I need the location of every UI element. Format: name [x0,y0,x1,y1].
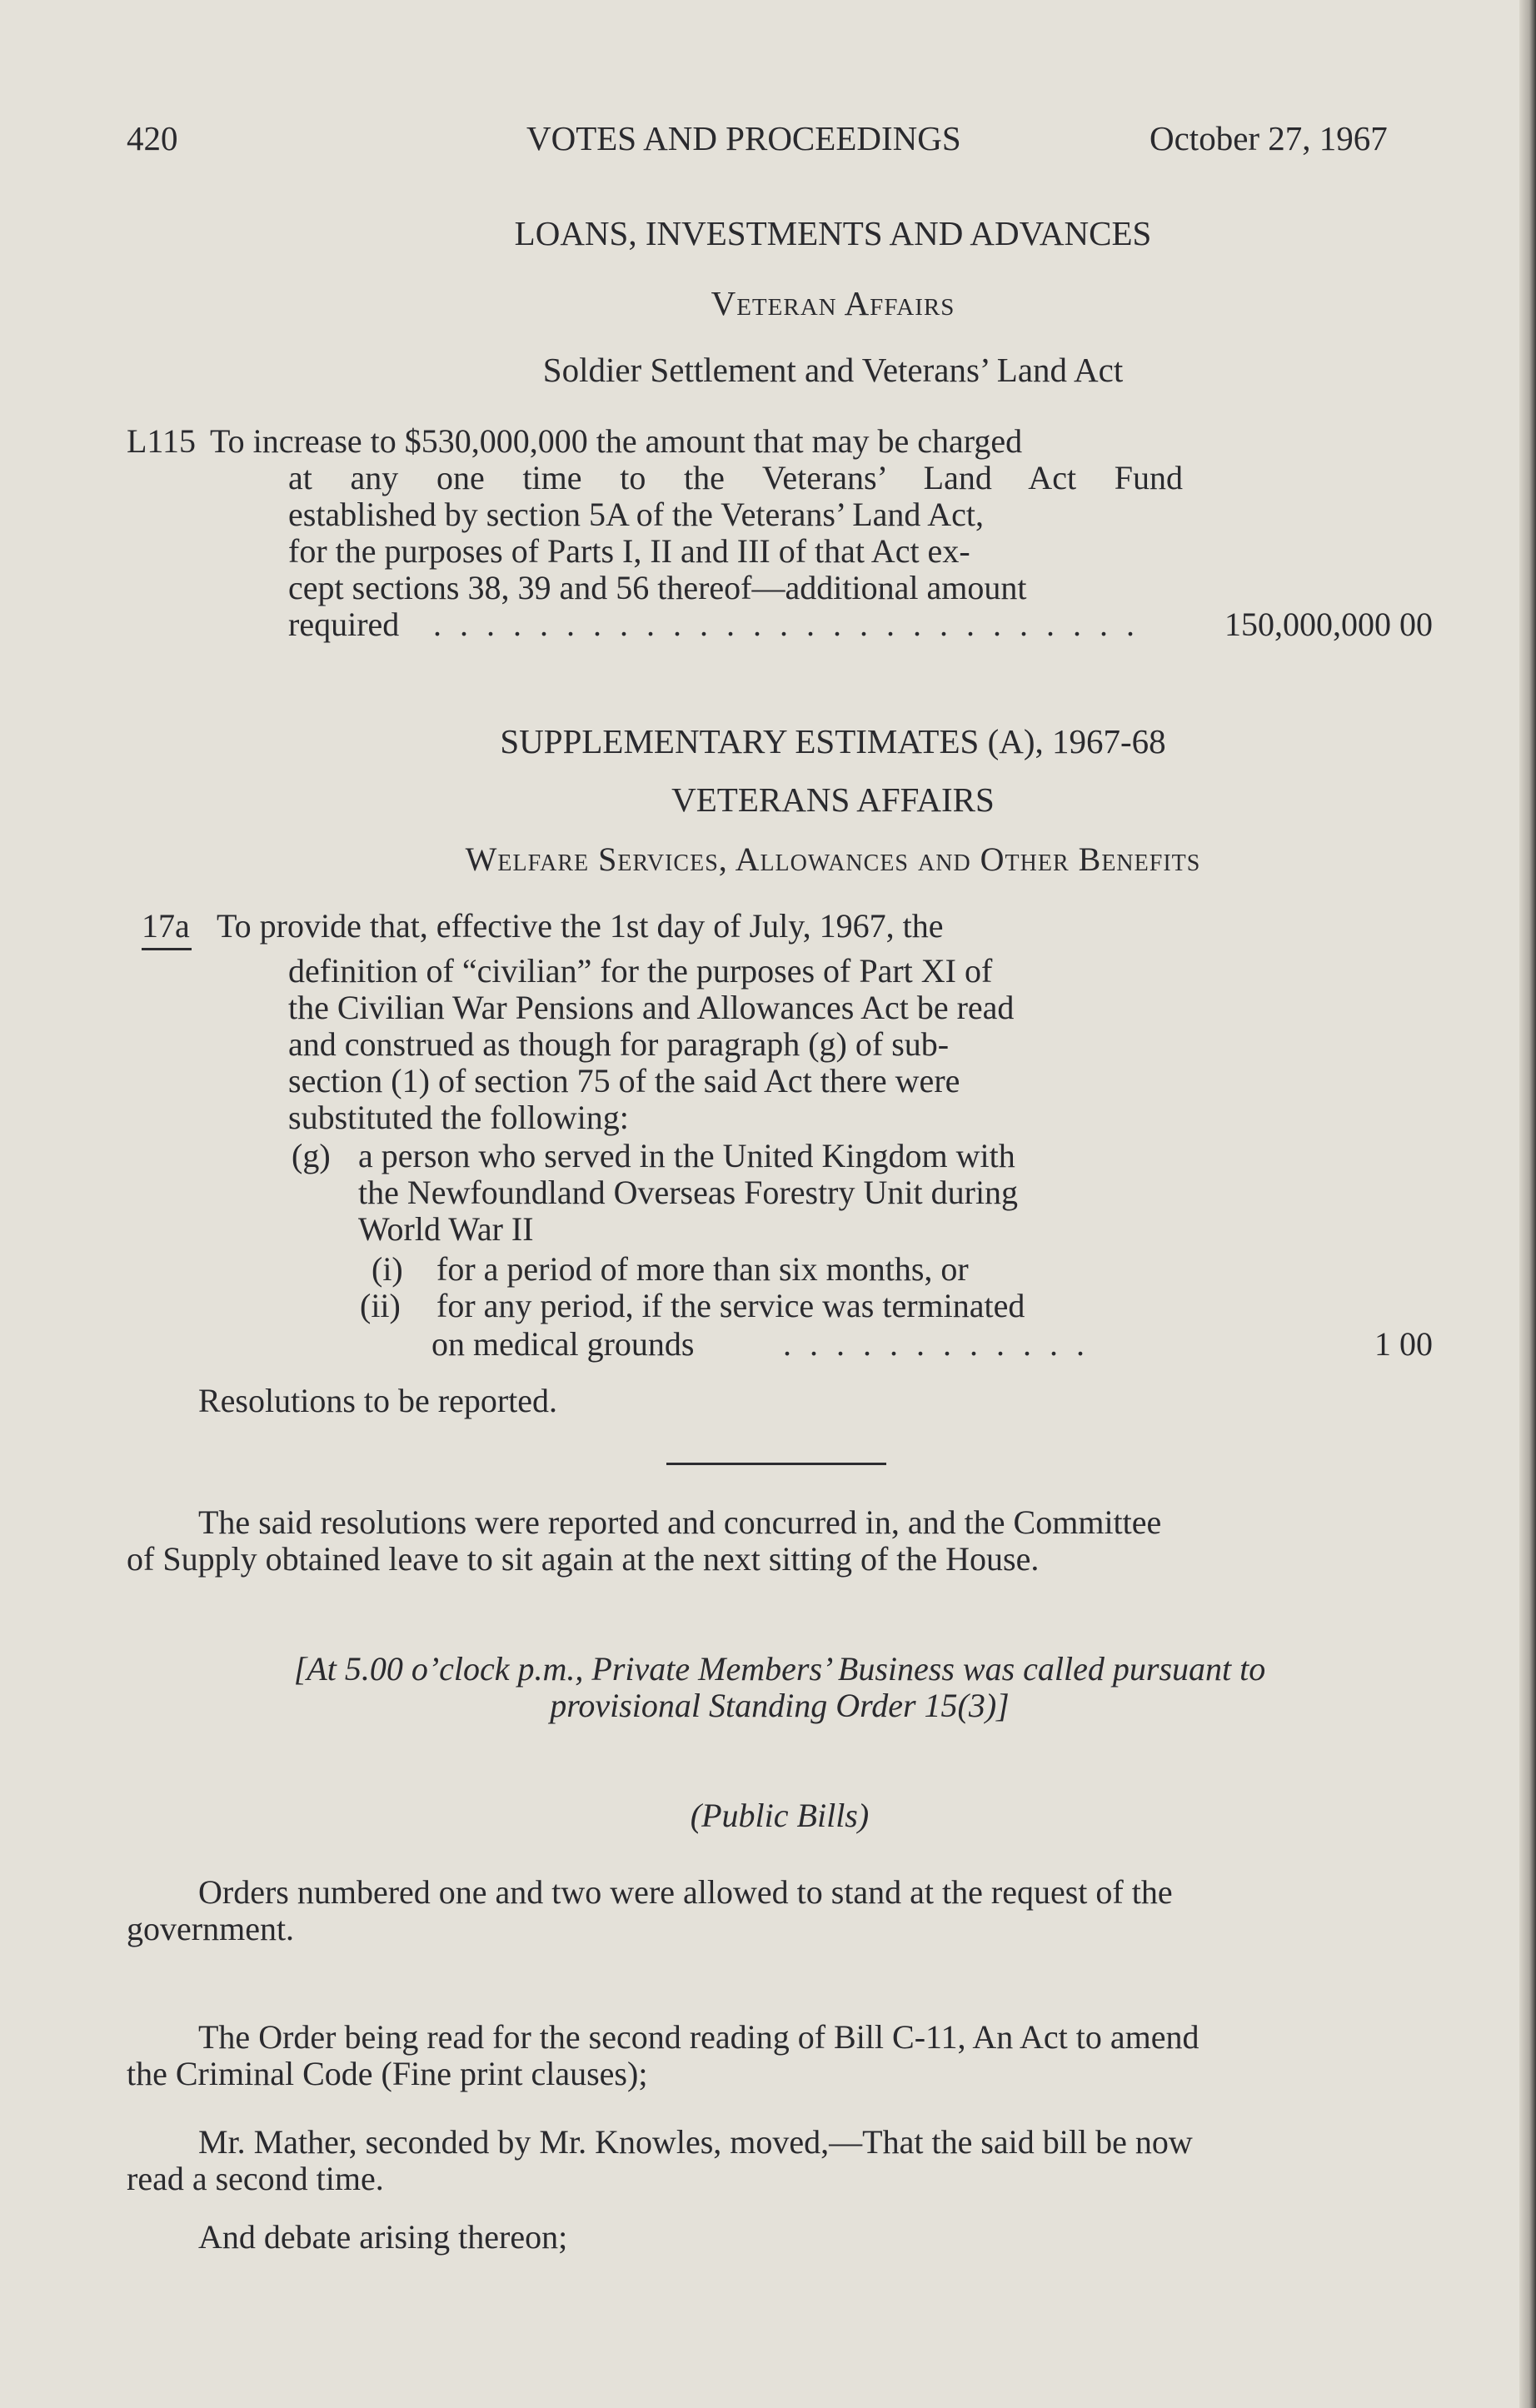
debate-line: And debate arising thereon; [198,2218,568,2256]
item-number-underline [142,948,192,950]
item-l115-line-4: for the purposes of Parts I, II and III of that Act ex- [288,532,970,570]
para-g-line-1: a person who served in the United Kingdom with [358,1137,1015,1174]
item-17a-line-5: section (1) of section 75 of the said Act there were [288,1062,960,1099]
public-bills-heading [127,1797,1433,1834]
subheading-veteran-affairs: Veteran Affairs [711,284,955,322]
para-g-line-2: the Newfoundland Overseas Forestry Unit during [358,1174,1019,1211]
orders-paragraph-line-1: Orders numbered one and two were allowed to stand at the request of the [198,1873,1173,1911]
item-l115-line-5: cept sections 38, 39 and 56 thereof—additional amount [288,569,1027,606]
subheading-soldier-settlement: Soldier Settlement and Veterans’ Land Act [542,351,1124,389]
amount-l115: 150,000,000 00 [1224,606,1433,643]
private-members-note-text-2: provisional Standing Order 15(3)] [550,1687,1010,1724]
section-heading-supplementary: SUPPLEMENTARY ESTIMATES (A), 1967-68 [500,722,1166,760]
leader-dots: . . . . . . . . . . . . . . . . . . . . . . . . . . . [433,606,1140,643]
leader-dots-17a: . . . . . . . . . . . . [783,1325,1090,1363]
sub-i-text: for a period of more than six months, or [436,1250,969,1288]
subheading-veterans-affairs: VETERANS AFFAIRS [671,780,995,819]
amount-17a: 1 00 [1374,1325,1433,1363]
item-17a-line-2: definition of “civilian” for the purposes of Part XI of [288,952,993,990]
item-17a-line-3: the Civilian War Pensions and Allowances Act be read [288,989,1015,1026]
section-heading-loans: LOANS, INVESTMENTS AND ADVANCES [514,214,1152,252]
para-g-label: (g) [292,1137,331,1174]
item-17a-line-4: and construed as though for paragraph (g) of sub- [288,1025,950,1063]
section-divider [666,1463,886,1465]
orders-paragraph-line-2: government. [127,1910,295,1947]
item-number-17a: 17a [142,907,190,945]
reported-paragraph-line-1: The said resolutions were reported and concurred in, and the Committee [198,1503,1162,1541]
item-l115-line-2: at any one time to the Veterans’ Land Act Fund [288,459,1183,496]
sub-ii-last-line: on medical grounds [431,1325,695,1363]
item-l115-line-3: established by section 5A of the Veterans’ Land Act, [288,496,984,533]
moved-paragraph-line-2: read a second time. [127,2160,384,2197]
page-number: 420 [127,119,178,157]
sub-ii-label: (ii) [360,1287,401,1324]
item-number-l115: L115 [127,422,196,460]
order-read-paragraph-line-2: the Criminal Code (Fine print clauses); [127,2055,648,2092]
private-members-note-line-2 [127,1688,1433,1724]
private-members-note-text-1: [At 5.00 o’clock p.m., Private Members’ Business was called pursuant to [293,1650,1266,1688]
header-date: October 27, 1967 [1150,119,1388,157]
running-title: VOTES AND PROCEEDINGS [526,119,961,157]
resolutions-line: Resolutions to be reported. [198,1382,558,1419]
page-edge-shadow [1519,0,1536,2408]
item-l115-line-1: To increase to $530,000,000 the amount that may be charged [210,422,1023,460]
para-g-line-3: World War II [358,1210,534,1248]
reported-paragraph-line-2: of Supply obtained leave to sit again at the next sitting of the House. [127,1540,1040,1578]
order-read-paragraph-line-1: The Order being read for the second reading of Bill C-11, An Act to amend [198,2018,1199,2056]
item-l115-line-6: required [288,606,400,643]
sub-i-label: (i) [372,1250,403,1288]
item-17a-line-6: substituted the following: [288,1099,629,1136]
sub-ii-text: for any period, if the service was terminated [436,1287,1025,1324]
moved-paragraph-line-1: Mr. Mather, seconded by Mr. Knowles, moved,—That the said bill be now [198,2123,1193,2161]
public-bills-heading-text: (Public Bills) [690,1797,870,1834]
subheading-welfare-services: Welfare Services, Allowances and Other Benefits [465,840,1201,878]
private-members-note-line-1 [127,1651,1433,1688]
item-17a-line-1: To provide that, effective the 1st day of July, 1967, the [217,907,944,945]
